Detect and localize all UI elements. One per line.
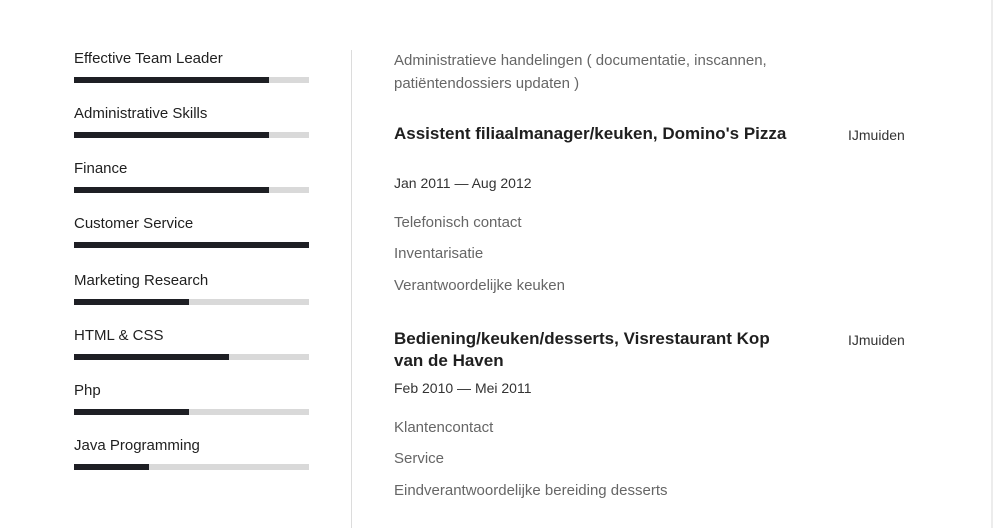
skill-bar-fill (74, 132, 269, 138)
skill-item (74, 272, 309, 290)
skill-name: Finance (74, 160, 128, 177)
skill-name: Customer Service (74, 215, 194, 232)
skill-name: Php (74, 382, 101, 399)
skill-bar-fill (74, 187, 269, 193)
job-location: IJmuiden (848, 127, 905, 143)
skill-bar-fill (74, 242, 309, 248)
job-task: Telefonisch contact (394, 214, 522, 231)
job-dates: Feb 2010 — Mei 2011 (394, 380, 532, 396)
skill-name: HTML & CSS (74, 327, 164, 344)
job-task: Verantwoordelijke keuken (394, 277, 565, 294)
skill-bar-fill (74, 354, 229, 360)
skill-bar-fill (74, 464, 149, 470)
job-location: IJmuiden (848, 332, 905, 348)
skill-bar (74, 77, 309, 83)
skill-item (74, 382, 309, 400)
job-task: Eindverantwoordelijke bereiding desserts (394, 482, 668, 499)
job-title: Assistent filiaalmanager/keuken, Domino's Pizza (394, 124, 787, 143)
skill-bar (74, 354, 309, 360)
skill-bar (74, 464, 309, 470)
skill-bar-fill (74, 409, 189, 415)
previous-job-task: Administratieve handelingen ( documentatie, inscannen, patiëntendossiers updaten ) (394, 52, 767, 92)
skill-item (74, 327, 309, 345)
job-task: Inventarisatie (394, 245, 484, 262)
skill-item (74, 50, 309, 68)
job-task: Klantencontact (394, 419, 494, 436)
column-divider (351, 50, 352, 528)
skill-name: Administrative Skills (74, 105, 208, 122)
skill-bar (74, 299, 309, 305)
skill-item (74, 215, 309, 233)
skill-bar (74, 187, 309, 193)
skill-item (74, 105, 309, 123)
skill-bar-fill (74, 299, 189, 305)
skill-bar (74, 242, 309, 248)
skill-bar (74, 132, 309, 138)
skill-bar-fill (74, 77, 269, 83)
skill-item (74, 437, 309, 455)
skill-bar (74, 409, 309, 415)
skill-name: Effective Team Leader (74, 50, 223, 67)
job-dates: Jan 2011 — Aug 2012 (394, 175, 532, 191)
skill-item (74, 160, 309, 178)
skill-name: Java Programming (74, 437, 200, 454)
job-task: Service (394, 450, 445, 467)
skill-name: Marketing Research (74, 272, 209, 289)
job-title: Bediening/keuken/desserts, Visrestaurant Kop van de Haven (394, 329, 770, 370)
